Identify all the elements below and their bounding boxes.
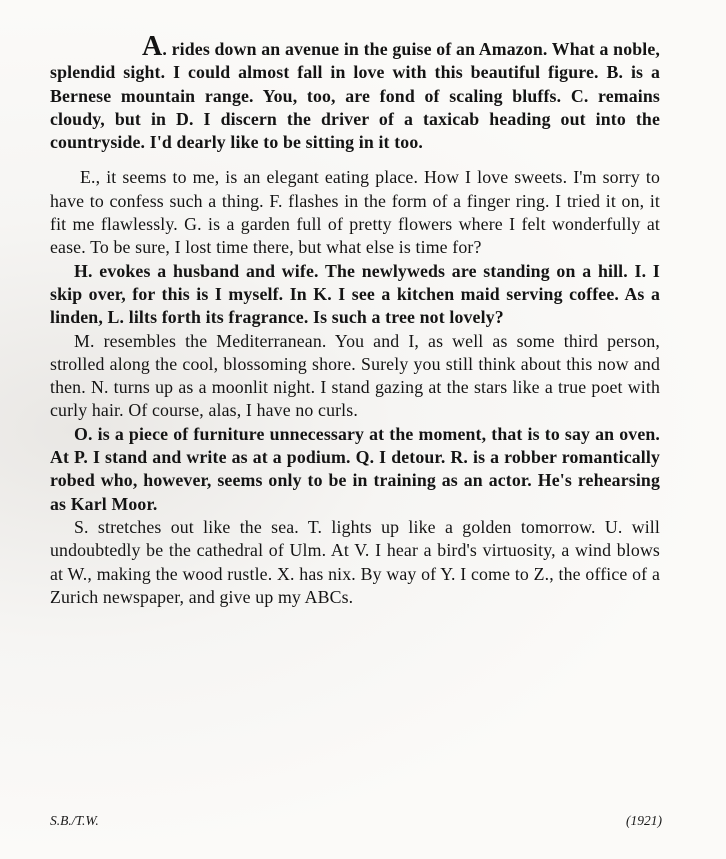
author-initials: S.B./T.W. — [50, 813, 99, 828]
paragraph-3: H. evokes a husband and wife. The newlyweds are standing on a hill. I. I skip over, for this is I myself. In K. I see a kitchen maid serving coffee. As a linden, L. lilts forth its fragrance. Is such a tree not lovely? — [50, 260, 660, 328]
paragraph-4: M. resembles the Mediterranean. You and I, as well as some third person, strolled along the cool, blossoming shore. Surely you still think about this now and then. N. turns up as a moonlit night. I stand gazing at the stars like a true poet with curly hair. Of course, alas, I have no curls. — [50, 330, 660, 421]
paragraph-5: O. is a piece of furniture unnecessary at the moment, that is to say an oven. At P. I stand and write as at a podium. Q. I detour. R. is a robber romantically robed who, however, seems only to be in training as an actor. He's rehearsing as Karl Moor. — [50, 423, 660, 514]
paragraph-2: E., it seems to me, is an elegant eating place. How I love sweets. I'm sorry to have to confess such a thing. F. flashes in the form of a finger ring. I tried it on, it fit me flawlessly. G. is a garden full of pretty flowers where I felt wonderfully at ease. To be sure, I lost time there, but what else is time for? — [50, 167, 660, 258]
footer — [50, 813, 662, 829]
paragraph-1: A. rides down an avenue in the guise of an Amazon. What a noble, splendid sight. I could almost fall in love with this beautiful figure. B. is a Bernese mountain range. You, too, are fond of scaling bluffs. C. remains cloudy, but in D. I discern the driver of a taxicab heading out into the countryside. I'd dearly like to be sitting in it too. — [50, 31, 660, 153]
paragraph-6: S. stretches out like the sea. T. lights up like a golden tomorrow. U. will undoubtedly be the cathedral of Ulm. At V. I hear a bird's virtuosity, a wind blows at W., making the wood rustle. X. has nix. By way of Y. I come to Z., the office of a Zurich newspaper, and give up my ABCs. — [50, 516, 660, 607]
drop-cap: A — [142, 31, 163, 62]
publication-year: (1921) — [626, 813, 662, 828]
prose-text — [50, 31, 660, 609]
